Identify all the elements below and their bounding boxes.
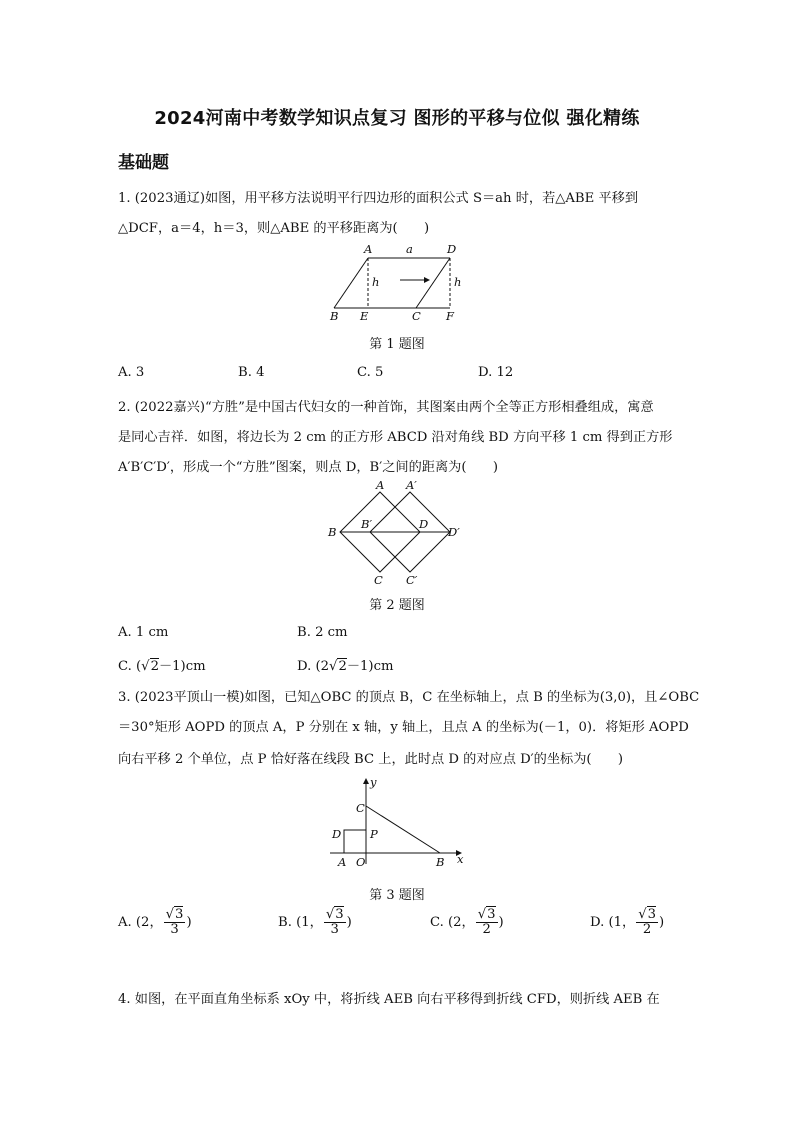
q3-figure: [326, 776, 466, 868]
q2-option-c: C. (√2－1)cm: [118, 659, 206, 674]
q2-line-1: 2. (2022嘉兴)“方胜”是中国古代妇女的一种首饰，其图案由两个全等正方形相叠组成，寓意: [118, 400, 654, 415]
q2-line-2: 是同心吉祥．如图，将边长为 2 cm 的正方形 ABCD 沿对角线 BD 方向平移 1 cm 得到正方形: [118, 430, 673, 445]
q3-line-2: ＝30°矩形 AOPD 的顶点 A，P 分别在 x 轴，y 轴上，且点 A 的坐标为(－1，0)．将矩形 AOPD: [118, 720, 689, 735]
q3-option-c: C. (2， $\frac{√3}{2}$ ): [430, 907, 504, 937]
q3-label-P: P: [370, 827, 378, 841]
q1-label-F: F: [446, 309, 454, 323]
q3-label-D: D: [332, 827, 342, 841]
q2-label-C-prime: C′: [406, 573, 418, 587]
q3-label-A: A: [338, 855, 347, 868]
q2-option-a: A. 1 cm: [118, 625, 169, 640]
q3-option-d: D. (1， $\frac{√3}{2}$ ): [590, 907, 665, 937]
q3-label-C: C: [356, 801, 365, 815]
q2-label-D-prime: D′: [448, 525, 460, 539]
q3-caption: 第 3 题图: [369, 888, 425, 903]
q2-option-b: B. 2 cm: [297, 625, 348, 640]
q1-label-h1: h: [372, 275, 380, 289]
q1-option-a: A. 3: [118, 365, 145, 380]
q1-label-C: C: [412, 309, 421, 323]
q2-line-3: A′B′C′D′，形成一个“方胜”图案，则点 D，B′之间的距离为( ): [118, 460, 499, 475]
q1-label-h2: h: [454, 275, 462, 289]
q1-option-d: D. 12: [478, 365, 514, 380]
q3-label-O: O: [356, 855, 366, 868]
q3-line-1: 3. (2023平顶山一模)如图，已知△OBC 的顶点 B，C 在坐标轴上，点 B 的坐标为(3,0)，且∠OBC: [118, 690, 700, 705]
page-title: 2024河南中考数学知识点复习 图形的平移与位似 强化精练: [154, 108, 640, 129]
q2-label-A-prime: A′: [406, 478, 417, 492]
q1-option-b: B. 4: [238, 365, 265, 380]
q1-caption: 第 1 题图: [369, 337, 425, 352]
q4-line-1: 4. 如图，在平面直角坐标系 xOy 中，将折线 AEB 向右平移得到折线 CFD，则折线 AEB 在: [118, 992, 660, 1007]
q2-label-C: C: [374, 573, 383, 587]
q1-label-E: E: [360, 309, 369, 323]
q1-label-a: a: [406, 242, 413, 256]
q2-label-B: B: [328, 525, 337, 539]
q3-label-B: B: [436, 855, 445, 868]
q3-line-3: 向右平移 2 个单位，点 P 恰好落在线段 BC 上，此时点 D 的对应点 D′的坐标为( ): [118, 752, 624, 767]
q1-label-B: B: [330, 309, 339, 323]
q2-caption: 第 2 题图: [369, 598, 425, 613]
q2-figure: [326, 478, 466, 588]
q1-figure: [320, 240, 480, 324]
q3-option-a: A. (2， $\frac{√3}{3}$ ): [118, 907, 192, 937]
q2-label-A: A: [376, 478, 385, 492]
q1-label-D: D: [447, 242, 457, 256]
q3-option-b: B. (1， $\frac{√3}{3}$ ): [278, 907, 352, 937]
q2-label-B-prime: B′: [361, 517, 373, 531]
q1-option-c: C. 5: [357, 365, 384, 380]
q1-line-2: △DCF，a＝4，h＝3，则△ABE 的平移距离为( ): [118, 221, 430, 236]
q1-line-1: 1. (2023通辽)如图，用平移方法说明平行四边形的面积公式 S＝ah 时，若△ABE 平移到: [118, 191, 639, 206]
q2-label-D: D: [419, 517, 429, 531]
q1-label-A: A: [364, 242, 373, 256]
q2-option-d: D. (2√2－1)cm: [297, 659, 394, 674]
q3-label-y: y: [370, 776, 377, 789]
q3-label-x: x: [457, 852, 464, 866]
section-heading: 基础题: [118, 153, 169, 173]
